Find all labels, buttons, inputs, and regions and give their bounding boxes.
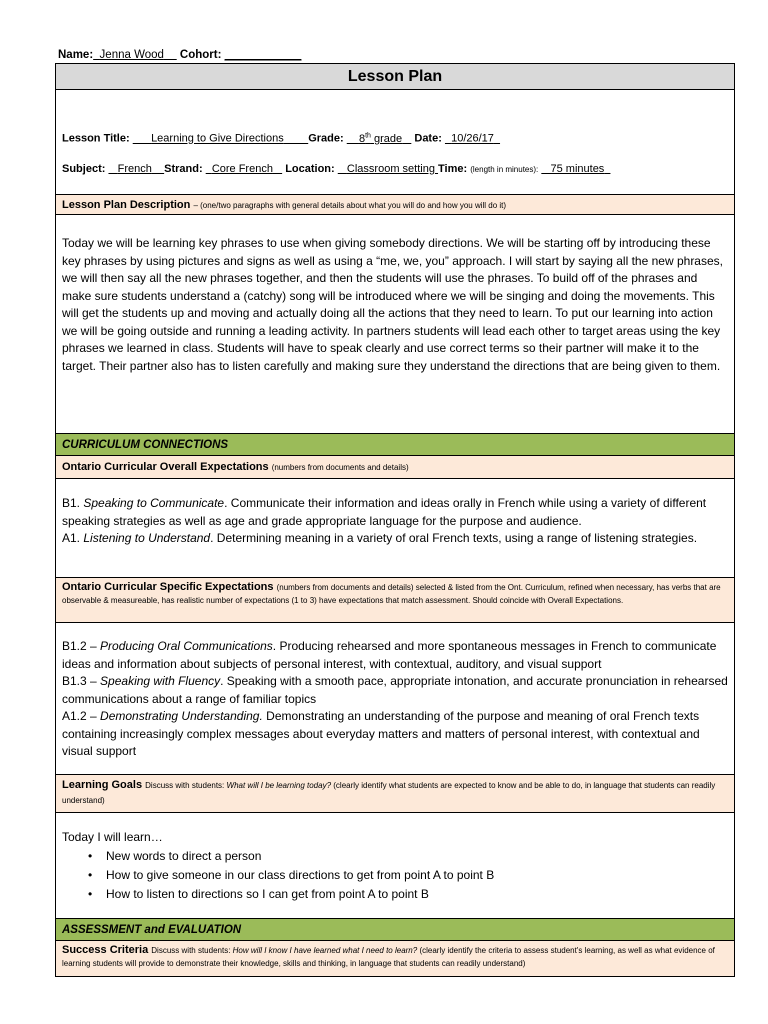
grade-label: Grade: (308, 132, 344, 145)
page-title: Lesson Plan (56, 64, 734, 90)
time-value: 75 minutes (550, 163, 605, 175)
description-note: – (one/two paragraphs with general details about what you will do and how you will do it) (193, 201, 507, 210)
overall-body (56, 479, 734, 578)
location-label: Location: (285, 163, 335, 175)
goal-item: • How to listen to directions so I can get from point A to point B (62, 885, 728, 904)
goals-heading-row (56, 775, 734, 813)
overall-heading-row (56, 456, 734, 479)
specific-heading-row (56, 578, 734, 623)
criteria-heading: Success Criteria (62, 944, 149, 956)
time-label: Time: (438, 163, 468, 175)
subject-value: French (117, 163, 152, 175)
description-body (56, 215, 734, 434)
lesson-info (56, 90, 734, 195)
lesson-title-line (62, 132, 500, 145)
goal-item: • New words to direct a person (62, 847, 728, 866)
overall-a1: A1. Listening to Understand. Determining meaning in a variety of oral French texts, using a range of listening strategies. (62, 531, 698, 545)
lesson-plan-table (55, 63, 735, 977)
cohort-label: Cohort: (179, 49, 222, 61)
goals-note: Discuss with students: What will I be learning today? (clearly identify what students are expected to know and be able to do, in language that students can readily understand) (62, 781, 716, 805)
cohort-value: ____________ (224, 49, 302, 61)
specific-note: (numbers from documents and details) selected & listed from the Ont. Curriculum, refined when necessary, has verbs that are observable & measureable, has realistic number of expectations (1 to 3) have expectations that match assessment. Should coincide with Overall Expectations. (62, 583, 721, 605)
time-note: (length in minutes): (470, 165, 539, 174)
date-value: 10/26/17 (451, 132, 494, 145)
specific-b12: B1.2 – Producing Oral Communications. Producing rehearsed and more spontaneous messages in French to communicate ideas and information about subjects of personal interest, with contextual, auditory, and visual support (62, 639, 717, 671)
name-cohort-line (58, 49, 301, 61)
overall-note: (numbers from documents and details) (271, 463, 409, 472)
name-label: Name: (58, 49, 94, 61)
specific-a12: A1.2 – Demonstrating Understanding. Demonstrating an understanding of the purpose and meaning of oral French texts containing increasingly complex messages about everyday matters and matters of personal interest, with contextual and visual support (62, 709, 700, 758)
goal-item: • How to give someone in our class directions to get from point A to point B (62, 866, 728, 885)
subject-label: Subject: (62, 163, 106, 175)
criteria-heading-row (56, 941, 734, 977)
goals-body (56, 813, 734, 919)
goals-heading: Learning Goals (62, 779, 143, 791)
lesson-title-label: Lesson Title: (62, 132, 130, 145)
subject-line (62, 163, 610, 175)
specific-b13: B1.3 – Speaking with Fluency. Speaking with a smooth pace, appropriate intonation, and accurate pronunciation in rehearsed communications about a range of familiar topics (62, 674, 728, 706)
strand-value: Core French (211, 163, 273, 175)
description-heading: Lesson Plan Description (62, 199, 191, 211)
description-text: Today we will be learning key phrases to use when giving somebody directions. We will be starting off by introducing these key phrases by using pictures and signs as well as using a “me, we, you” approach. I will start by saying all the new phrases, we will then say all the new phrases together, and then the students will use the phrases. To build off of the phrases and make sure students understand a (catchy) song will be introduced where we will be singing and doing the movements. This will get the students up and moving and actually doing all the actions that they need to learn. To put our learning into action we will be going outside and running a leading activity. In partners students will lead each other to target areas using the key phrases we learned in class. Students will have to speak clearly and use correct terms so their partner will make it to the target. Their partner also has to listen carefully and making sure they understand the directions that are being given to them. (62, 236, 723, 373)
date-label: Date: (414, 132, 442, 145)
overall-heading: Ontario Curricular Overall Expectations (62, 461, 269, 473)
description-heading-row (56, 195, 734, 215)
grade-value: 8 (358, 132, 366, 145)
grade-suffix: grade (374, 132, 403, 145)
curriculum-heading: CURRICULUM CONNECTIONS (56, 434, 734, 456)
goals-intro: Today I will learn… (62, 830, 163, 844)
assessment-heading: ASSESSMENT and EVALUATION (56, 919, 734, 941)
name-value: Jenna Wood (99, 49, 164, 61)
grade-sup: th (365, 132, 371, 139)
strand-label: Strand: (164, 163, 203, 175)
lesson-title-value: Learning to Give Directions (151, 132, 284, 145)
criteria-note: Discuss with students: How will I know I have learned what I need to learn? (clearly identify the criteria to assess student's learning, as well as what evidence of learning students will provide to demonstrate their knowledge, skills and thinking, in language that students can readily understand) (62, 946, 715, 968)
specific-body (56, 623, 734, 775)
specific-heading: Ontario Curricular Specific Expectations (62, 581, 274, 593)
overall-b1: B1. Speaking to Communicate. Communicate their information and ideas orally in French while using a variety of different speaking strategies as well as age and grade appropriate language for the purpose and audience. (62, 496, 707, 528)
location-value: Classroom setting (346, 163, 435, 175)
